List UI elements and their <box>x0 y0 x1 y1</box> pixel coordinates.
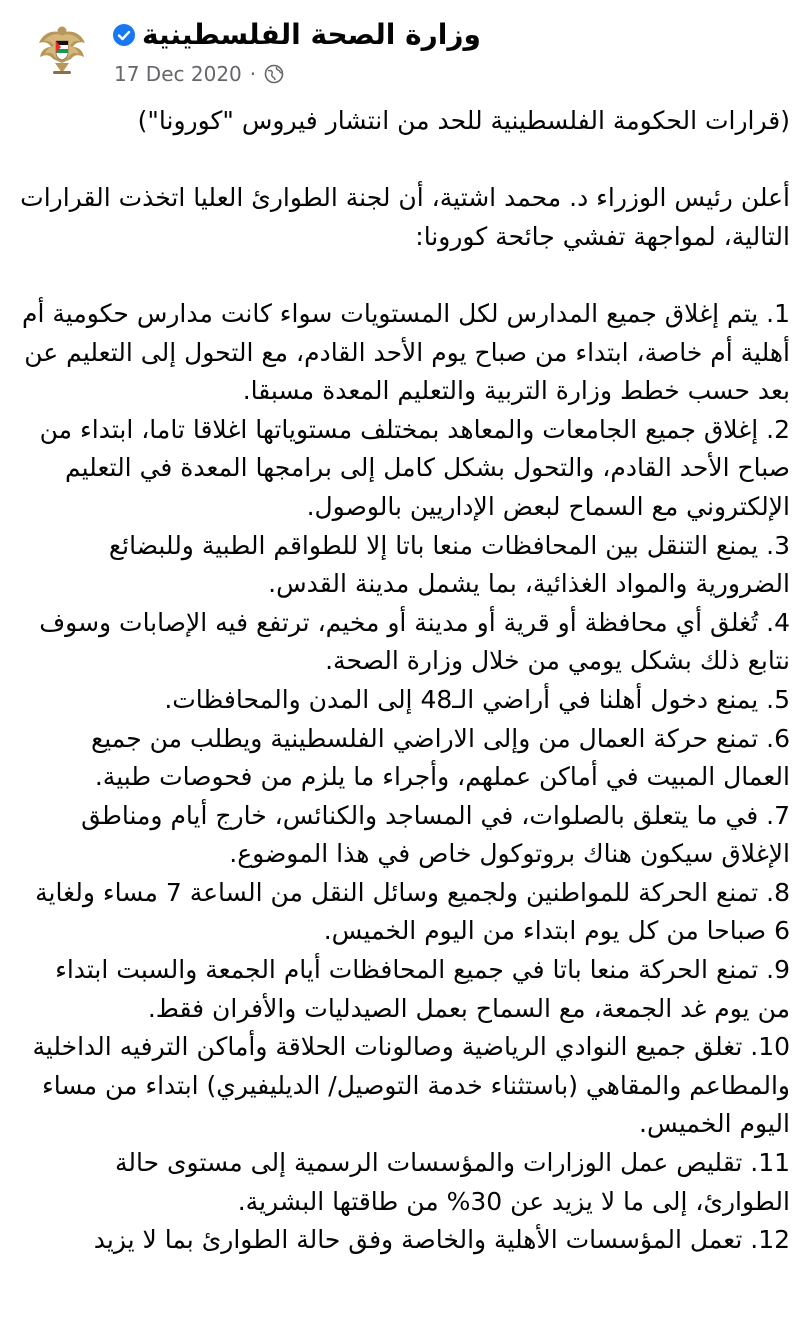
globe-icon[interactable] <box>264 64 284 84</box>
page-name-row <box>112 18 481 51</box>
decision-item: 6. تمنع حركة العمال من وإلى الاراضي الفلسطينية ويطلب من جميع العمال المبيت في أماكن عملهم، وأجراء ما يلزم من فحوصات طبية. <box>90 723 790 792</box>
decision-item: 10. تغلق جميع النوادي الرياضية وصالونات الحلاقة وأماكن الترفيه الداخلية والمطاعم والمقاهي (باستثناء خدمة التوصيل/ الديليفيري) ابتداء من مساء اليوم الخميس. <box>32 1032 790 1139</box>
decision-item: 11. تقليص عمل الوزارات والمؤسسات الرسمية إلى مستوى حالة الطوارئ، إلى ما لا يزيد عن 30% من طاقتها البشرية. <box>114 1148 790 1216</box>
post-intro: أعلن رئيس الوزراء د. محمد اشتية، أن لجنة الطوارئ العليا اتخذت القرارات التالية، لمواجهة تفشي جائحة كورونا: <box>20 183 790 251</box>
decision-item: 5. يمنع دخول أهلنا في أراضي الـ48 إلى المدن والمحافظات. <box>164 684 790 714</box>
decision-item: 1. يتم إغلاق جميع المدارس لكل المستويات سواء كانت مدارس حكومية أم أهلية أم خاصة، ابتداء من صباح يوم الأحد القادم، مع التحول إلى التعليم عن بعد حسب خطط وزارة التربية والتعليم المعدة مسبقا. <box>22 298 790 406</box>
decision-item: 7. في ما يتعلق بالصلوات، في المساجد والكنائس، خارج أيام ومناطق الإغلاق سيكون هناك بروتوكول خاص في هذا الموضوع. <box>81 800 790 869</box>
avatar[interactable] <box>28 16 96 84</box>
meta-separator: · <box>249 62 257 86</box>
post-meta <box>114 62 284 86</box>
post-date[interactable]: 17 Dec 2020 <box>114 62 242 86</box>
decision-item: 12. تعمل المؤسسات الأهلية والخاصة وفق حالة الطوارئ بما لا يزيد <box>93 1225 790 1255</box>
decision-item: 2. إغلاق جميع الجامعات والمعاهد بمختلف مستوياتها اغلاقا تاما، ابتداء من صباح الأحد القادم، والتحول بشكل كامل إلى برامجها المعدة في التعليم الإلكتروني مع السماح لبعض الإداريين بالوصول. <box>39 414 790 521</box>
decision-item: 8. تمنع الحركة للمواطنين ولجميع وسائل النقل من الساعة 7 مساء ولغاية 6 صباحا من كل يوم ابتداء من اليوم الخميس. <box>35 877 790 946</box>
decision-item: 4. تُغلق أي محافظة أو قرية أو مدينة أو مخيم، ترتفع فيه الإصابات وسوف نتابع ذلك بشكل يومي من خلال وزارة الصحة. <box>39 607 790 676</box>
page-name[interactable]: وزارة الصحة الفلسطينية <box>142 18 481 51</box>
decision-item: 3. يمنع التنقل بين المحافظات منعا باتا إلا للطواقم الطبية وللبضائع الضرورية والمواد الغذائية، بما يشمل مدينة القدس. <box>108 530 790 599</box>
post-title: (قرارات الحكومة الفلسطينية للحد من انتشار فيروس "كورونا") <box>137 106 790 135</box>
post-body <box>20 102 790 1260</box>
paragraph-gap <box>20 141 790 180</box>
palestinian-eagle-emblem-icon <box>31 19 93 81</box>
post-header <box>0 0 812 100</box>
decision-item: 9. تمنع الحركة منعا باتا في جميع المحافظات أيام الجمعة والسبت ابتداء من يوم غد الجمعة، مع السماح بعمل الصيدليات والأفران فقط. <box>55 955 790 1023</box>
verified-badge-icon <box>112 23 136 47</box>
paragraph-gap <box>20 256 790 295</box>
